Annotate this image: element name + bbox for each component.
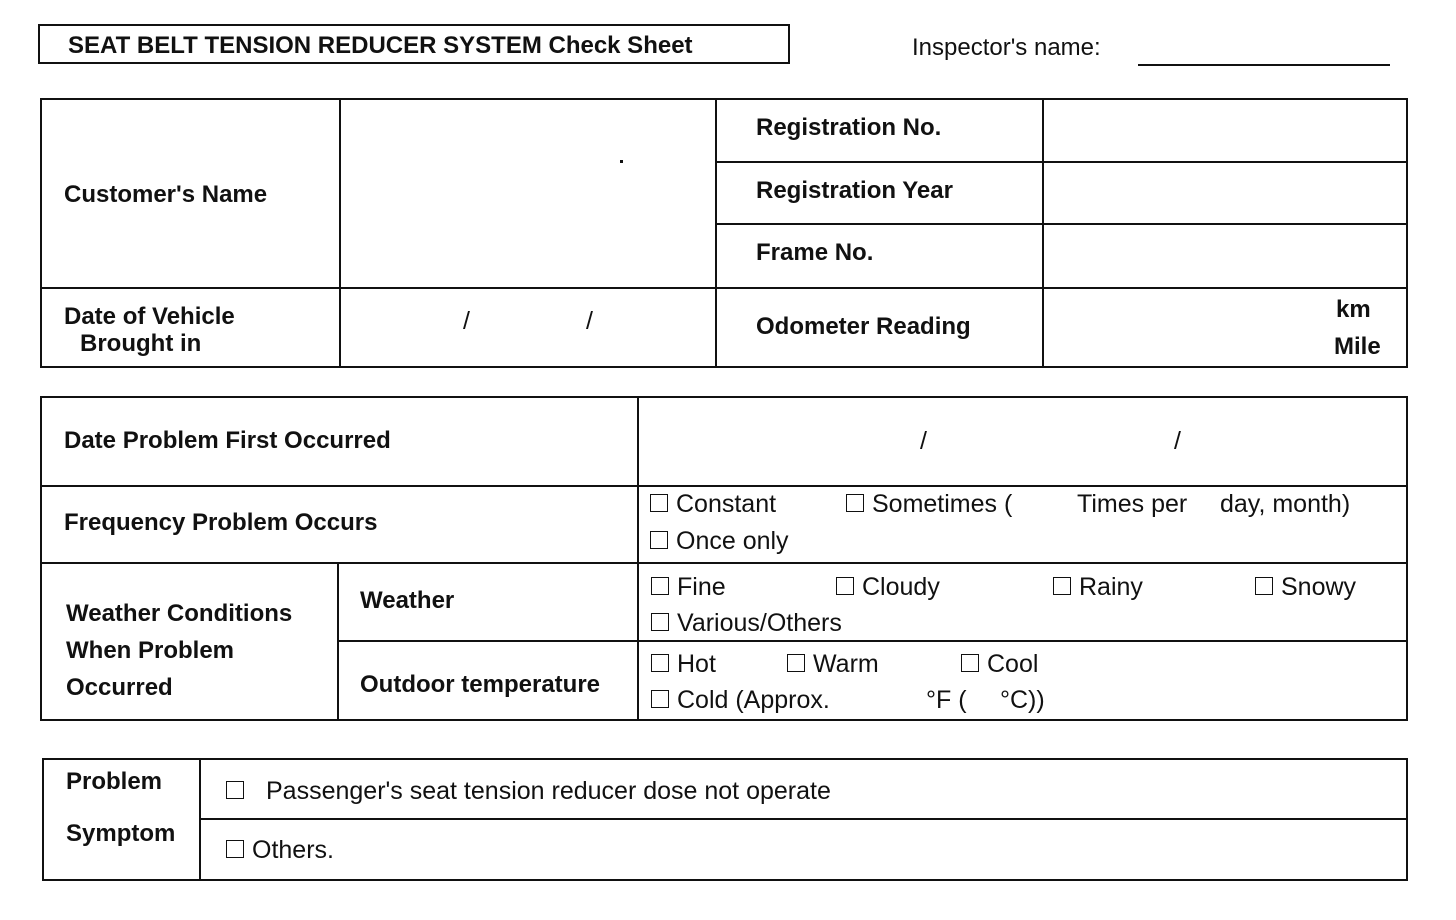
checkbox-icon[interactable] [650,531,668,549]
date-brought-in-line1: Date of Vehicle [64,303,235,330]
option-hot[interactable] [651,650,716,679]
checkbox-icon[interactable] [1053,577,1071,595]
times-per-label: Times per [1077,490,1188,518]
divider [40,287,1408,289]
option-various-others[interactable] [651,609,842,638]
weather-conditions-label [66,595,292,706]
celsius-label: °C)) [1000,686,1045,714]
outdoor-temperature-label: Outdoor temperature [360,671,601,698]
date-first-occurred-label: Date Problem First Occurred [64,427,391,454]
inspector-name-label: Inspector's name: [912,34,1101,61]
inspector-name-field[interactable] [1138,64,1390,66]
frame-no-label: Frame No. [756,239,874,266]
divider [1042,98,1044,368]
option-others[interactable] [226,836,334,865]
checkbox-icon[interactable] [226,840,244,858]
divider [40,562,1408,564]
option-label: Various/Others [677,609,842,637]
option-rainy[interactable] [1053,573,1143,602]
option-fine[interactable] [651,573,726,602]
option-cool[interactable] [961,650,1038,679]
option-label: Fine [677,573,726,601]
date-slash: / [463,307,470,335]
weather-label: Weather [360,587,455,614]
divider [199,818,1408,820]
day-month-label: day, month) [1220,490,1351,518]
divider [715,98,717,368]
registration-no-field[interactable] [1046,101,1404,159]
option-label: Snowy [1281,573,1357,601]
weather-conditions-line2: When Problem [66,637,235,664]
checkbox-icon[interactable] [651,613,669,631]
checkbox-icon[interactable] [787,654,805,672]
option-label: Rainy [1079,573,1143,601]
symptom-label: Symptom [66,820,176,847]
date-slash: / [1174,427,1181,455]
option-label: Hot [677,650,716,678]
divider [339,98,341,368]
option-label: Cool [987,650,1039,678]
checkbox-icon[interactable] [651,654,669,672]
checkbox-icon[interactable] [650,494,668,512]
weather-conditions-line3: Occurred [66,674,173,701]
option-constant[interactable] [650,490,776,519]
date-slash: / [586,307,593,335]
divider [637,396,639,721]
option-label: Warm [813,650,879,678]
checkbox-icon[interactable] [836,577,854,595]
weather-conditions-line1: Weather Conditions [66,600,293,627]
divider [715,223,1408,225]
option-label: Cold (Approx. [677,686,830,714]
unit-mile: Mile [1334,333,1381,360]
registration-year-field[interactable] [1046,164,1404,221]
option-cold[interactable] [651,686,830,715]
unit-km: km [1336,296,1371,323]
option-label: Cloudy [862,573,940,601]
divider [715,161,1408,163]
divider [40,485,1408,487]
option-cloudy[interactable] [836,573,940,602]
checkbox-icon[interactable] [651,577,669,595]
option-snowy[interactable] [1255,573,1356,602]
divider [337,640,1408,642]
customer-name-label: Customer's Name [64,181,268,208]
checkbox-icon[interactable] [1255,577,1273,595]
option-label: Constant [676,490,777,518]
option-label: Others. [252,836,334,864]
customer-name-field[interactable] [342,101,712,285]
checkbox-icon[interactable] [961,654,979,672]
option-label: Sometimes ( [872,490,1013,518]
option-label: Once only [676,527,789,555]
option-warm[interactable] [787,650,879,679]
option-passenger-reducer[interactable] [226,777,831,806]
registration-year-label: Registration Year [756,177,953,204]
date-slash: / [920,427,927,455]
checkbox-icon[interactable] [651,690,669,708]
fahrenheit-label: °F ( [926,686,967,714]
frame-no-field[interactable] [1046,226,1404,285]
registration-no-label: Registration No. [756,114,942,141]
checkbox-icon[interactable] [846,494,864,512]
odometer-label: Odometer Reading [756,313,971,340]
frequency-label: Frequency Problem Occurs [64,509,378,536]
page-title: SEAT BELT TENSION REDUCER SYSTEM Check Sheet [38,24,790,64]
option-sometimes[interactable] [846,490,1012,519]
problem-label: Problem [66,768,163,795]
option-once-only[interactable] [650,527,789,556]
date-brought-in-label [64,303,235,357]
option-label: Passenger's seat tension reducer dose not operate [266,777,831,805]
checkbox-icon[interactable] [226,781,244,799]
date-brought-in-line2: Brought in [80,330,202,357]
